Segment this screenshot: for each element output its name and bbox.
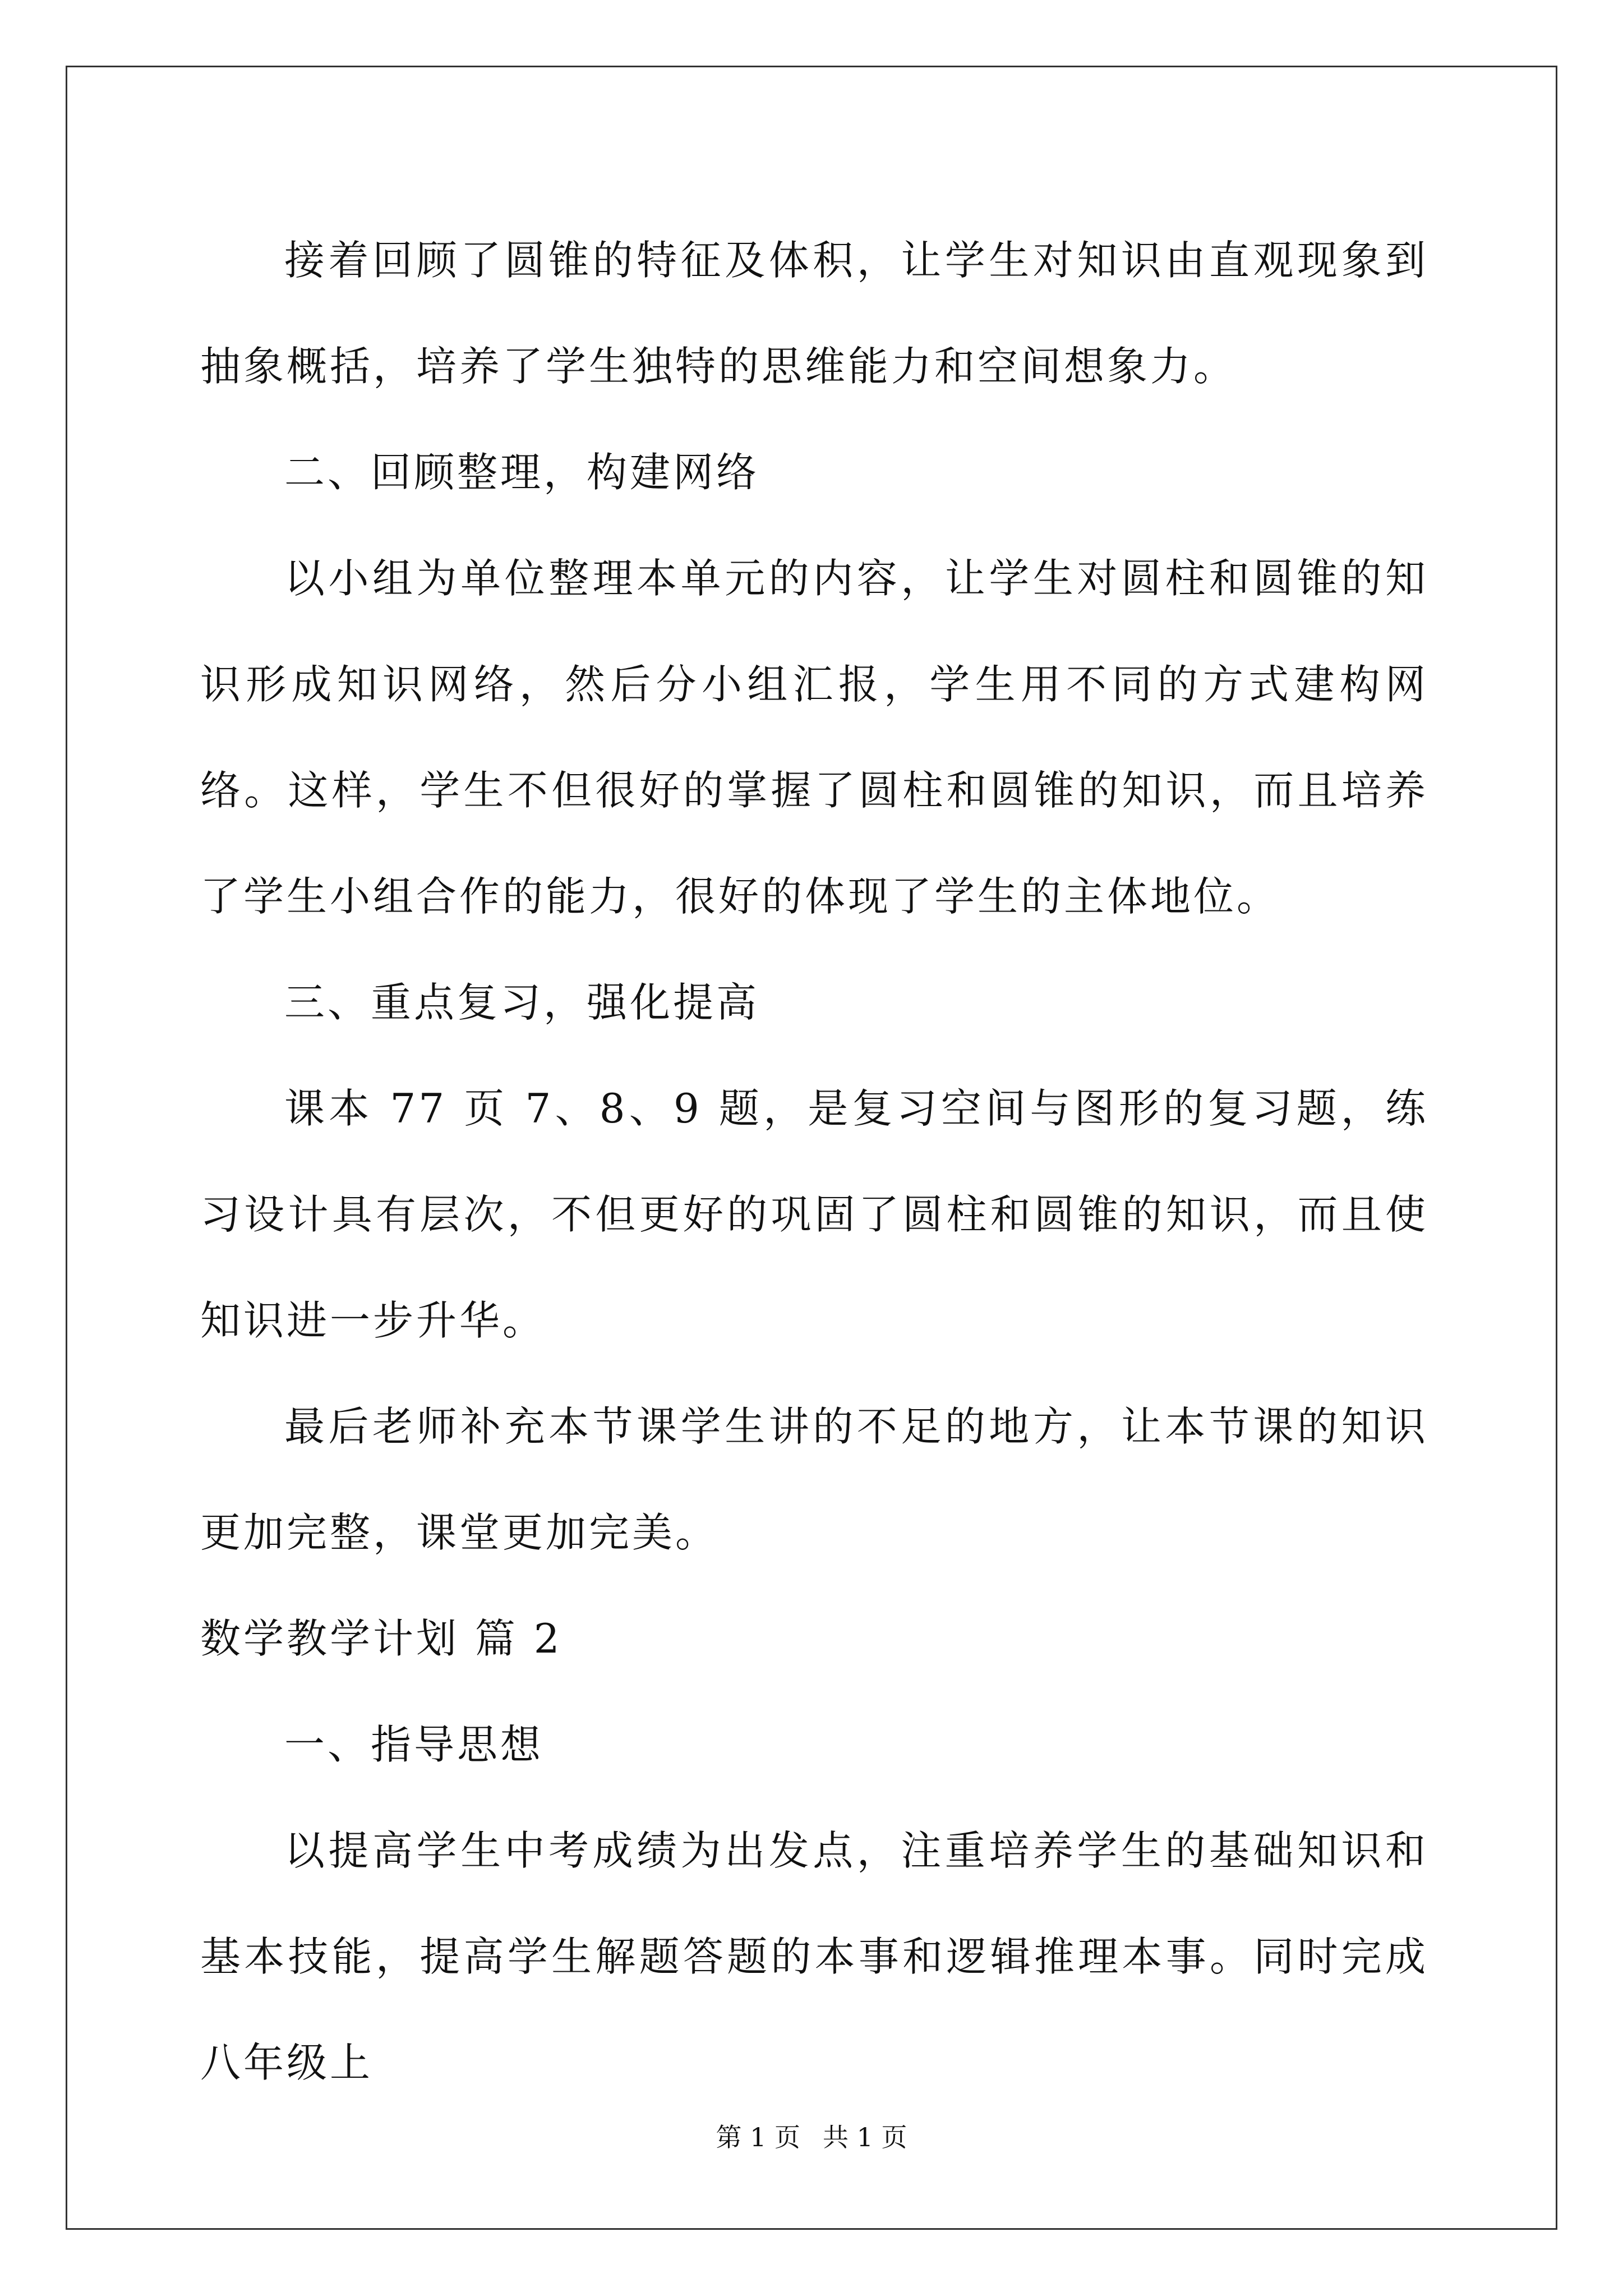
article-title-part-2: 数学教学计划 篇 2 (200, 1615, 562, 1662)
paragraph-textbook-exercises: 课本 77 页 7、8、9 题，是复习空间与图形的复习题，练习设计具有层次，不但更好的巩固了圆柱和圆锥的知识，而且使知识进一步升华。 (200, 1085, 1428, 1344)
paragraph-teacher-summary: 最后老师补充本节课学生讲的不足的地方，让本节课的知识更加完整，课堂更加完美。 (200, 1403, 1428, 1556)
page-total: 共 1 页 (823, 2122, 907, 2152)
document-body (200, 208, 1428, 2116)
paragraph-group-organize: 以小组为单位整理本单元的内容，让学生对圆柱和圆锥的知识形成知识网络，然后分小组汇报，学生用不同的方式建构网络。这样，学生不但很好的掌握了圆柱和圆锥的知识，而且培养了学生小组合作的能力，很好的体现了学生的主体地位。 (200, 555, 1428, 920)
paragraph-guiding-thought: 以提高学生中考成绩为出发点，注重培养学生的基础知识和基本技能，提高学生解题答题的本事和逻辑推理本事。同时完成八年级上 (200, 1827, 1428, 2086)
page-footer (0, 2120, 1623, 2154)
section-heading-review-network: 二、回顾整理，构建网络 (284, 449, 760, 496)
page-number: 第 1 页 (716, 2122, 800, 2152)
section-heading-guiding-thought: 一、指导思想 (284, 1721, 544, 1768)
section-heading-key-review: 三、重点复习，强化提高 (284, 979, 760, 1026)
paragraph-cone-review: 接着回顾了圆锥的特征及体积，让学生对知识由直观现象到抽象概括，培养了学生独特的思维能力和空间想象力。 (200, 237, 1428, 390)
